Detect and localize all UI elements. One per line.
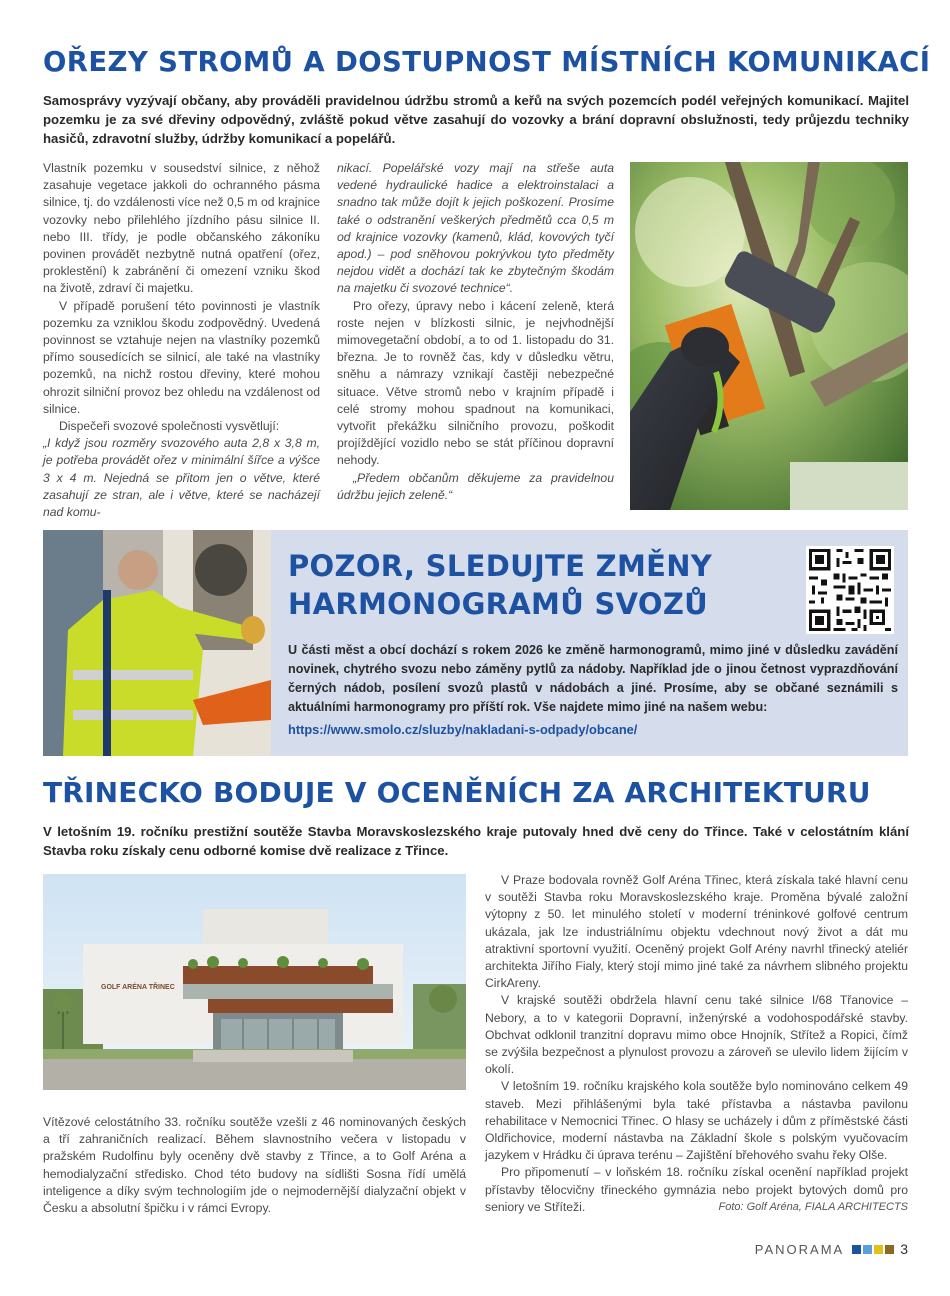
banner-text: U části měst a obcí dochází s rokem 2026 ke změně harmonogramů, mimo jiné v důsledku zavádění novinek, chytrého svozu nebo záměny pytlů za nádoby. Například jde o jinou četnost vyprazdňování černých nádob, posílení svozů plastů v nádobách a jiné. Prosíme, aby se občané seznámili s aktuálními harmonogramy pro příští rok. Vše najdete mimo jiné na našem webu: (288, 643, 898, 714)
photo-credit: Foto: Golf Aréna, FIALA ARCHITECTS (718, 1201, 908, 1214)
article2-left-column (43, 1114, 466, 1217)
article1-lead: Samosprávy vyzývají občany, aby prováděli pravidelnou údržbu stromů a keřů na svých pozemcích podél veřejných komunikací. Majitel pozemku je za své dřeviny odpovědný, zvláště pokud větve zasahují do vozovky a brání dopravní obslužnosti, tedy průjezdu techniky hasičů, zdravotní služby, údržby komunikací a popelářů. (43, 93, 909, 146)
paragraph: V letošním 19. ročníku krajského kola soutěže bylo nominováno celkem 49 staveb. Mezi přihlášenými byla také přístavba a nástavba pavilonu rehabilitace v Nemocnici Třinec. O hlasy se ucházely i dům z příměstské části Oldřichovice, moderní nástavba na Základní škole s polským vyučovacím jazykem v Hrádku či úprava terénu – Zajištění břehového svahu řeky Olše. (485, 1079, 908, 1163)
tree-cutting-photo (630, 162, 908, 510)
article2-right-column (485, 872, 908, 1216)
paragraph: V Praze bodovala rovněž Golf Aréna Třinec, která získala také hlavní cenu v soutěži Stavba roku Moravskoslezského kraje. Proměna bývalé založní výtopny z 50. let minulého století v moderní tréninkové golfové centrum ukázala, jak lze industriálnímu objektu vdechnout nový život a dát mu atraktivní sportovní využití. Oceněný projekt Golf Arény navrhl třinecký ateliér architekta Jiřího Fialy, který stojí mimo jiné také za návrhem slibného projektu CirkAreny. (485, 873, 908, 991)
golf-arena-sign: GOLF ARÉNA TŘINEC (101, 984, 175, 991)
article1-column-1 (43, 160, 320, 521)
qr-code-icon[interactable] (806, 546, 894, 634)
paragraph: V případě porušení této povinnosti je vlastník pozemku za vzniklou škodu zodpovědný. Uvedená povinnost se vztahuje nejen na vlastníky pozemků přímo sousedících se silnicí, ale také na vlastníky pozemků, na nichž rostou dřeviny, které mohou ohrozit silniční provoz bez ohledu na vzdálenost od silnice. (43, 298, 320, 416)
banner-title-line-2: HARMONOGRAMŮ SVOZŮ (288, 587, 709, 621)
paragraph: Pro ořezy, úpravy nebo i kácení zeleně, která roste nejen v blízkosti silnic, je nejvhodnější mimovegetační období, a to od 1. listopadu do 31. března. Je to rovněž čas, kdy v důsledku větru, sněhu a námrazy vznikají častěji nebezpečné situace. Větve stromů nebo v krajním případě i celé stromy mohou spadnout na komunikaci, vytvořit překážku silničního provozu, poškodit projíždějící vozidlo nebo se stát příčinou dopravní nehody. (337, 298, 614, 468)
schedule-change-banner (43, 530, 908, 756)
quote: „Předem občanům děkujeme za pravidelnou údržbu jejich zeleně.“ (337, 470, 614, 502)
paragraph: Vítězové celostátního 33. ročníku soutěže vzešli z 46 nominovaných českých a tří zahraničních realizací. Během slavnostního večera v listopadu v pražském Rudolfinu byly oceněny dvě stavby z Třince, a to Golf Aréna a hemodialyzační středisko. Chod této budovy na sídlišti Sosna řídí umělá inteligence a díky svým technologiím jde o nejmodernější dialyzační objekt v Česku a absolutní špičku i v rámci Evropy. (43, 1115, 466, 1216)
paragraph: Pro připomenutí – v loňském 18. ročníku získal ocenění například projekt přístavby tělocvičny třineckého gymnázia nebo projekt bytových domů pro seniory ve Stříteži. (485, 1165, 908, 1214)
footer-color-squares (852, 1245, 894, 1254)
paragraph: Dispečeři svozové společnosti vysvětlují: (59, 419, 280, 434)
page-number: 3 (900, 1241, 908, 1257)
page-footer (755, 1241, 908, 1257)
banner-title-line-1: POZOR, SLEDUJTE ZMĚNY (288, 549, 713, 583)
article1-title: OŘEZY STROMŮ A DOSTUPNOST MÍSTNÍCH KOMUNIKACÍ (43, 46, 931, 78)
article2-lead: V letošním 19. ročníku prestižní soutěže Stavba Moravskoslezského kraje putovaly hned dvě ceny do Třince. Také v celostátním klání Stavba roku získaly cenu odborné komise dvě realizace z Třince. (43, 824, 909, 858)
golf-arena-photo (43, 874, 466, 1090)
waste-worker-photo (43, 530, 271, 756)
paragraph: Vlastník pozemku v sousedství silnice, z něhož zasahuje vegetace jakkoli do ochranného pásma silnice, tj. do vzdálenosti více než 0,5 m od krajnice vozovky nebo přilehlého jízdního pásu silnice II. nebo III. třídy, je podle občanského zákoníku povinen provádět nezbytně nutná opatření (ořez, proklestění) k zabránění či omezení vzniku škod na životě, zdraví či majetku. (43, 161, 320, 296)
article1-column-2 (337, 160, 614, 504)
publication-name: PANORAMA (754, 1241, 845, 1257)
schedule-link[interactable]: https://www.smolo.cz/sluzby/nakladani-s-odpady/obcane/ (288, 722, 638, 737)
paragraph: V krajské soutěži obdržela hlavní cenu také silnice I/68 Třanovice – Nebory, a to v kategorii Dopravní, inženýrské a vodohospodářské stavby. Obchvat odklonil tranzitní dopravu mimo obce Hnojník, Střítež a Ropici, čímž se zvýšila bezpečnost a plynulost provozu a zároveň se ulevilo lidem žijícím v okolí. (485, 993, 908, 1077)
quote: nikací. Popelářské vozy mají na střeše auta vedené hydraulické hadice a elektroinstalaci a snadno tak může dojít k jejich poškození. Prosíme také o odstranění veškerých předmětů cca 0,5 m od krajnice vozovky (kamenů, klád, kovových tyčí apod.) – pod sněhovou pokrývkou tyto předměty nejdou vidět a dochází tak ke zbytečným škodám na majetku či svozové technice“. (337, 161, 614, 296)
quote: „I když jsou rozměry svozového auta 2,8 x 3,8 m, je potřeba provádět ořez v minimální šířce a výšce 3 x 4 m. Nejedná se přitom jen o větve, které zasahují ze stran, ale i větve, které se nacházejí nad komu- (43, 436, 320, 520)
article2-title: TŘINECKO BODUJE V OCENĚNÍCH ZA ARCHITEKTURU (43, 776, 871, 809)
